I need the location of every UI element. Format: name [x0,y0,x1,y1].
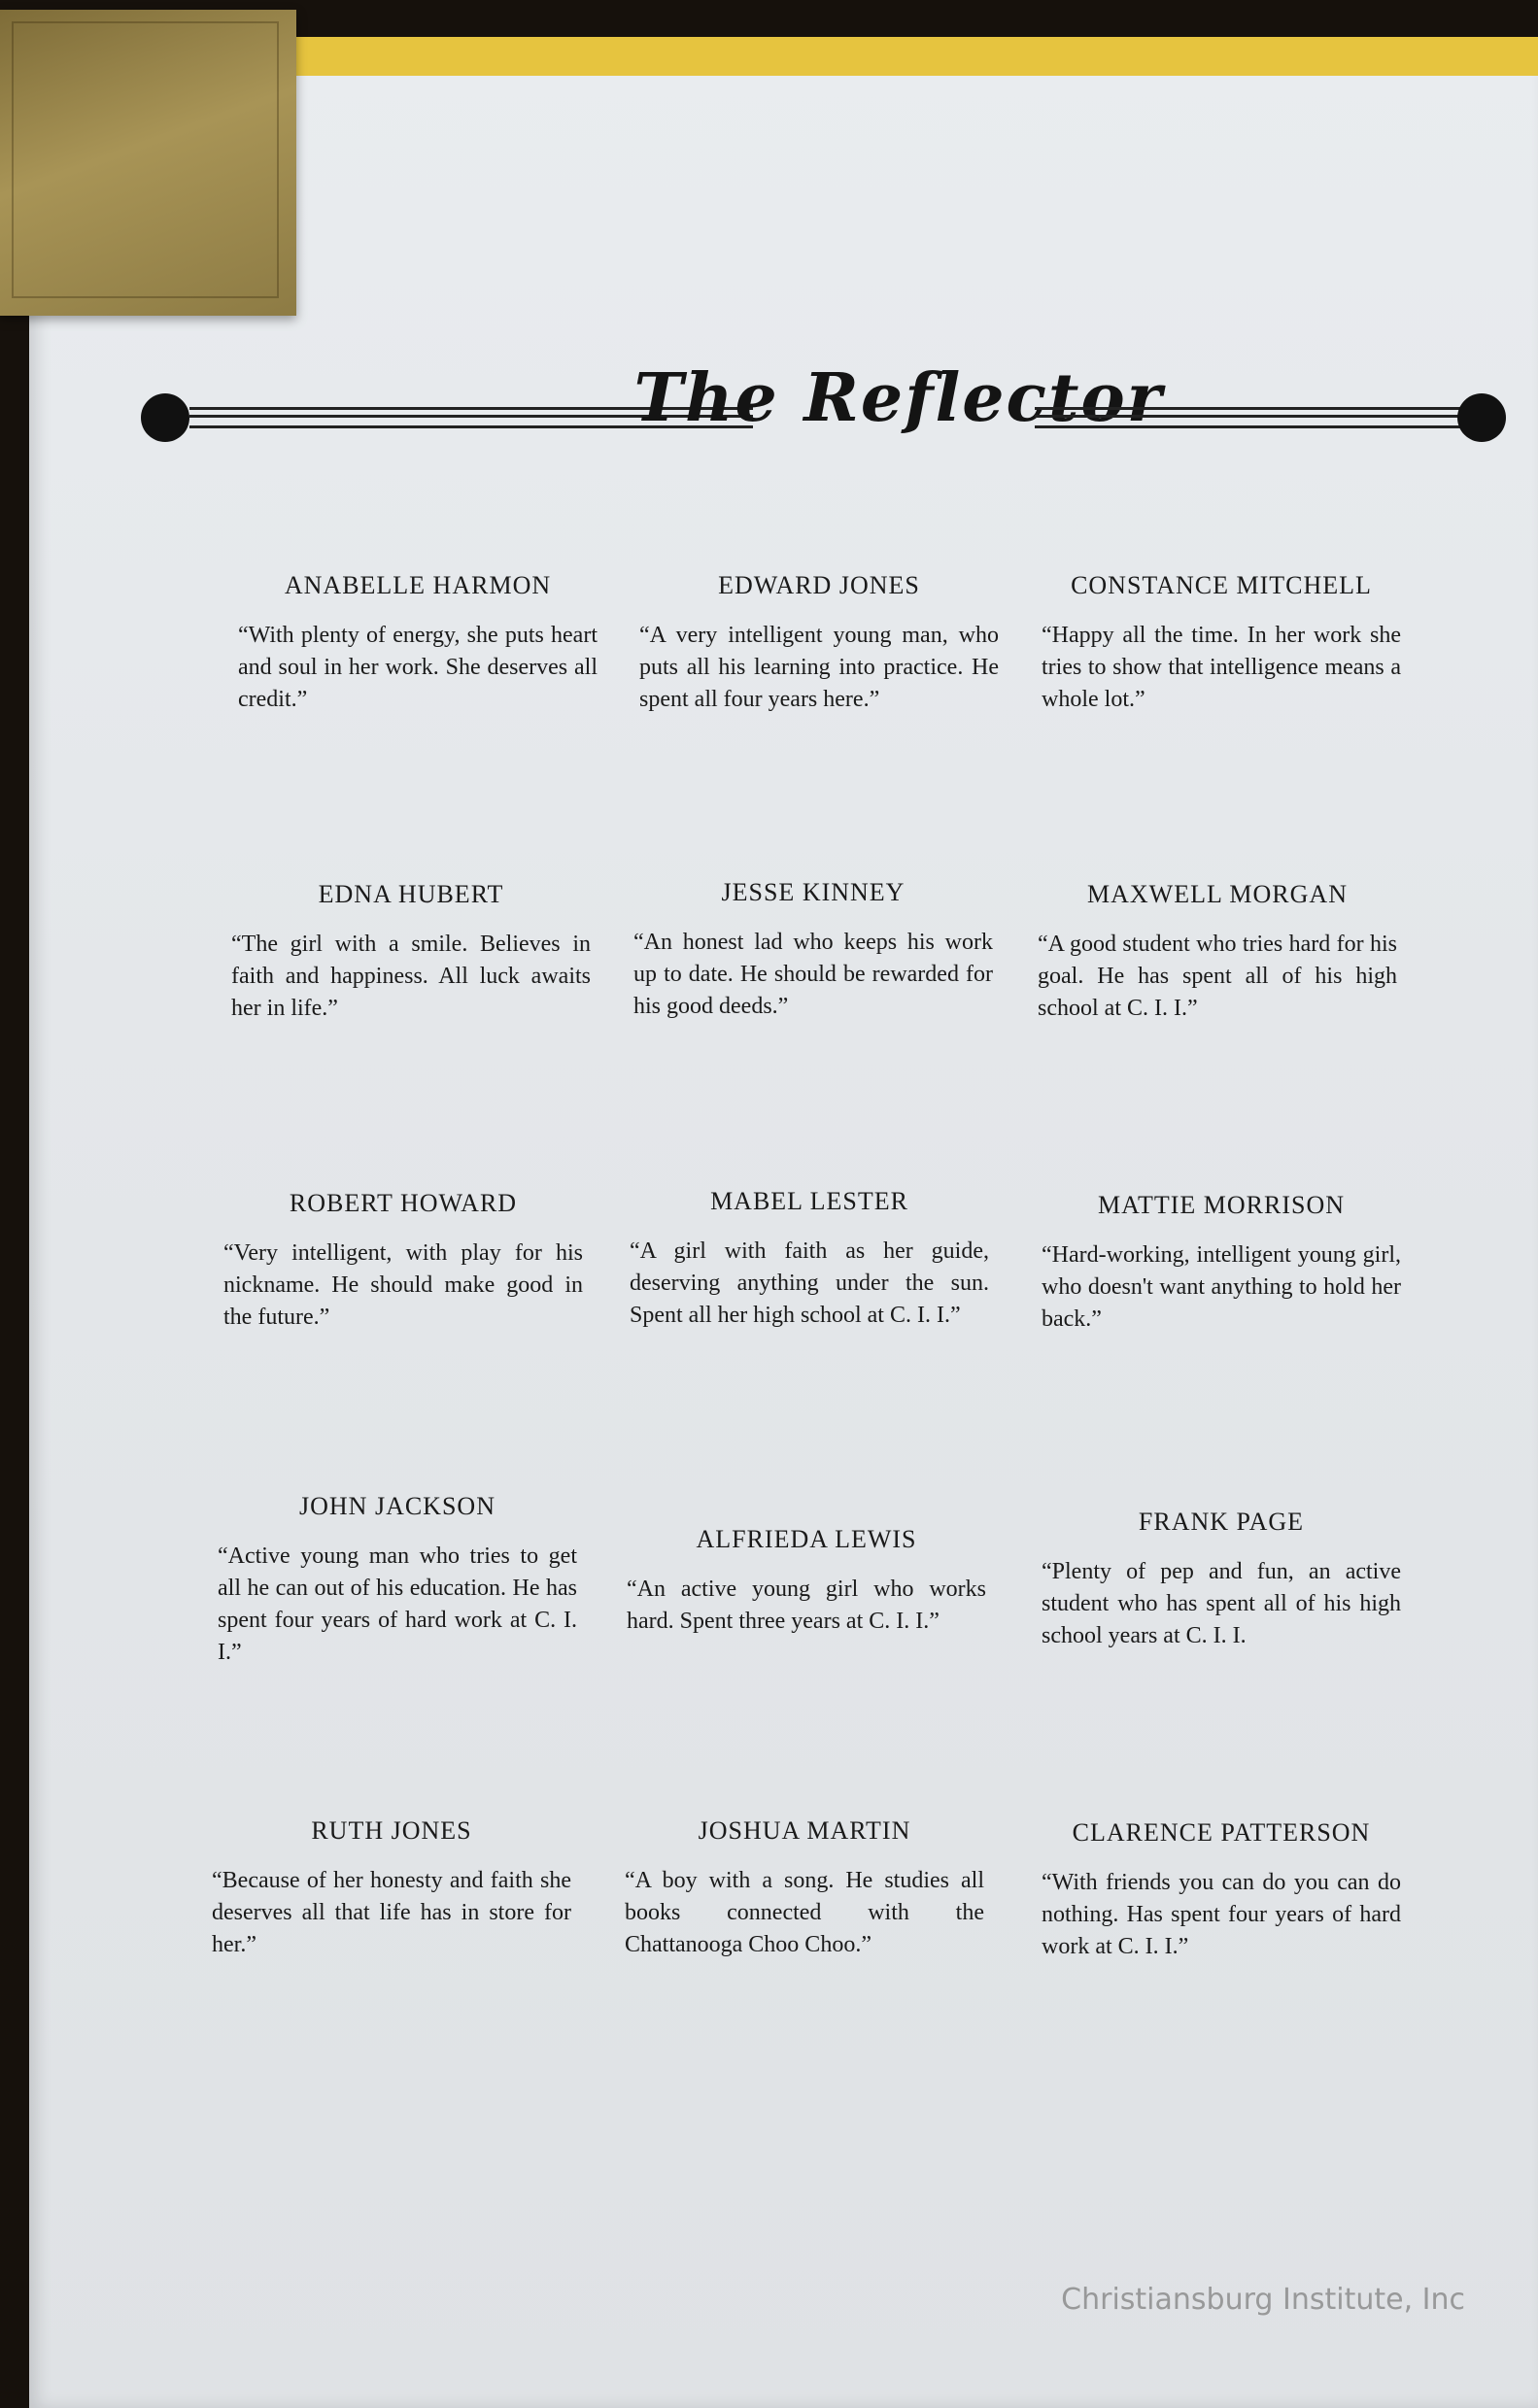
senior-name: ANABELLE HARMON [284,571,552,599]
senior-name: EDWARD JONES [718,571,920,599]
senior-entry [1042,1191,1401,1336]
senior-description: “A boy with a song. He studies all books connected with the Chattanooga Choo Choo.” [625,1868,984,1957]
senior-entry [627,1525,986,1638]
page-header [141,359,1506,476]
senior-name: ALFRIEDA LEWIS [696,1525,917,1553]
senior-description: “With friends you can do you can do nothing. Has spent four years of hard work at C. I. I.” [1042,1870,1401,1959]
senior-description: “Active young man who tries to get all he can out of his education. He has spent four years of hard work at C. I. I.” [218,1543,577,1665]
senior-entry [639,571,999,716]
senior-name: EDNA HUBERT [318,880,504,908]
senior-description: “Hard-working, intelligent young girl, who doesn't want anything to hold her back.” [1042,1242,1401,1332]
senior-name: FRANK PAGE [1138,1508,1305,1536]
senior-name: MABEL LESTER [710,1187,908,1215]
senior-entry [1038,880,1397,1025]
header-dot-right [1457,393,1506,442]
senior-entry [212,1816,571,1961]
senior-description: “A very intelligent young man, who puts all his learning into practice. He spent all four years here.” [639,623,999,712]
page-title: The Reflector [633,359,1164,437]
senior-name: MATTIE MORRISON [1097,1191,1346,1219]
senior-entry [1042,571,1401,716]
senior-description: “An active young girl who works hard. Spent three years at C. I. I.” [627,1577,986,1634]
senior-name: CLARENCE PATTERSON [1072,1818,1371,1847]
senior-description: “A girl with faith as her guide, deserving anything under the sun. Spent all her high school at C. I. I.” [630,1238,989,1328]
senior-description: “Very intelligent, with play for his nickname. He should make good in the future.” [223,1240,583,1330]
senior-name: CONSTANCE MITCHELL [1071,571,1372,599]
senior-name: RUTH JONES [311,1816,472,1845]
senior-entry [630,1187,989,1332]
senior-entry [218,1492,577,1669]
senior-entry [633,878,993,1023]
senior-description: “Because of her honesty and faith she deserves all that life has in store for her.” [212,1868,571,1957]
senior-entry [223,1189,583,1334]
senior-entry [238,571,598,716]
senior-name: ROBERT HOWARD [289,1189,518,1217]
senior-description: “The girl with a smile. Believes in faith and happiness. All luck awaits her in life.” [231,932,591,1021]
page-edge-strip [282,37,1538,76]
senior-description: “With plenty of energy, she puts heart and soul in her work. She deserves all credit.” [238,623,598,712]
senior-name: JOHN JACKSON [299,1492,496,1520]
senior-description: “An honest lad who keeps his work up to date. He should be rewarded for his good deeds.” [633,930,993,1019]
tape-corner [0,10,296,316]
senior-entry [1042,1508,1401,1652]
senior-entry [231,880,591,1025]
senior-description: “Plenty of pep and fun, an active student who has spent all of his high school years at C. I. I. [1042,1559,1401,1648]
header-rule-right [1035,407,1482,428]
header-dot-left [141,393,189,442]
senior-name: MAXWELL MORGAN [1087,880,1348,908]
senior-name: JOSHUA MARTIN [698,1816,911,1845]
senior-description: “A good student who tries hard for his goal. He has spent all of his high school at C. I. I.” [1038,932,1397,1021]
senior-description: “Happy all the time. In her work she tries to show that intelligence means a whole lot.” [1042,623,1401,712]
watermark-text: Christiansburg Institute, Inc [1061,2283,1465,2317]
senior-entry [625,1816,984,1961]
senior-entry [1042,1818,1401,1963]
senior-name: JESSE KINNEY [721,878,906,906]
